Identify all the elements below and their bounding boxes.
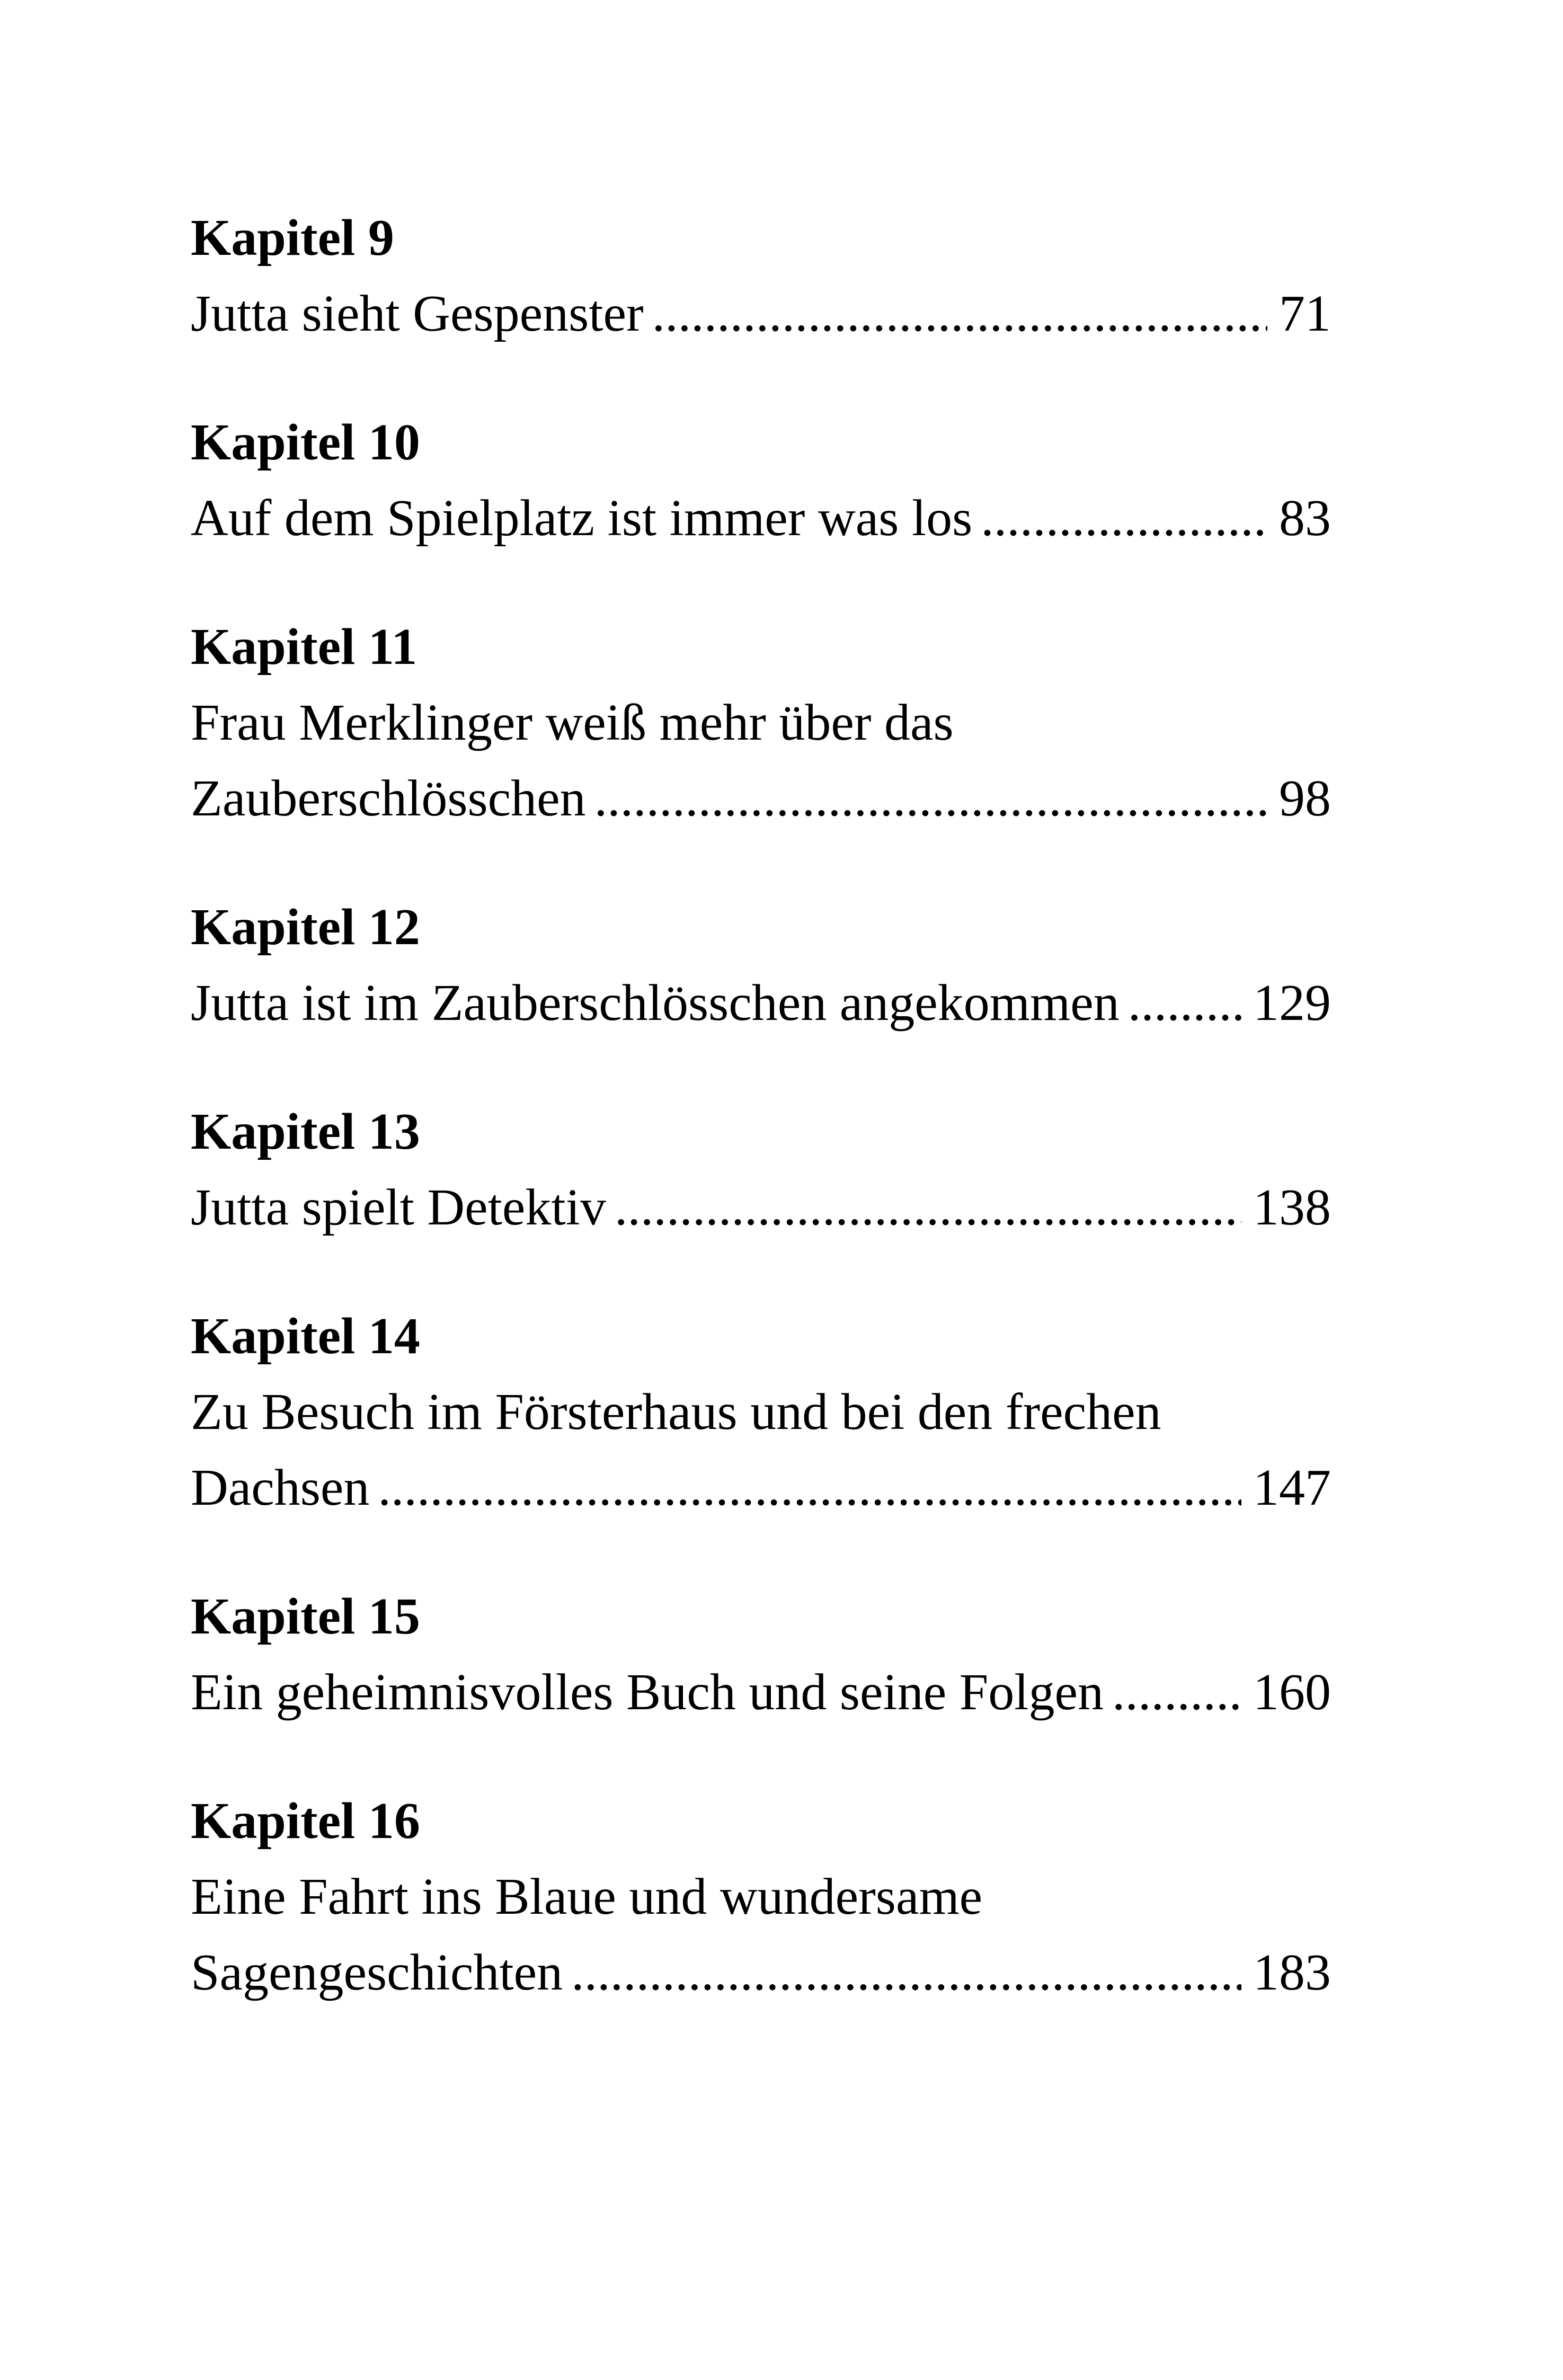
chapter-title-line: [191, 481, 1331, 556]
page-number: 138: [1253, 1179, 1331, 1236]
chapter-title: Jutta ist im Zauberschlösschen angekommen: [191, 974, 1120, 1032]
dot-leader: [594, 761, 1267, 837]
chapter-title: Ein geheimnisvolles Buch und seine Folgen: [191, 1664, 1104, 1721]
toc-entry-chapter-16: [191, 1783, 1331, 2011]
chapter-title-line: [191, 1935, 1331, 2011]
chapter-label: Kapitel 10: [191, 414, 420, 471]
dot-leader: [378, 1450, 1241, 1526]
chapter-title-line: [191, 1655, 1331, 1730]
dot-leader: [1112, 1655, 1241, 1730]
chapter-title: Dachsen: [191, 1459, 370, 1516]
toc-entry-chapter-9: [191, 200, 1331, 352]
chapter-title: Sagengeschichten: [191, 1944, 563, 2001]
toc-entry-chapter-15: [191, 1579, 1331, 1730]
chapter-label: Kapitel 11: [191, 618, 418, 676]
chapter-title: Jutta spielt Detektiv: [191, 1179, 606, 1236]
page-number: 98: [1279, 770, 1331, 827]
page-number: 129: [1253, 974, 1331, 1032]
chapter-label: Kapitel 13: [191, 1103, 420, 1160]
dot-leader: [981, 481, 1267, 556]
toc-entry-chapter-12: [191, 890, 1331, 1041]
page-number: 83: [1279, 490, 1331, 547]
chapter-title-first-line: Frau Merklinger weiß mehr über das: [191, 694, 954, 751]
page-number: 160: [1253, 1664, 1331, 1721]
toc-entry-chapter-11: [191, 609, 1331, 837]
toc-entry-chapter-13: [191, 1094, 1331, 1246]
chapter-label: Kapitel 14: [191, 1308, 420, 1365]
table-of-contents: [191, 200, 1331, 2064]
chapter-label: Kapitel 16: [191, 1792, 420, 1850]
dot-leader: [1128, 965, 1241, 1041]
chapter-title-first-line: Zu Besuch im Försterhaus und bei den frechen: [191, 1383, 1161, 1441]
chapter-title: Jutta sieht Gespenster: [191, 285, 644, 342]
chapter-label: Kapitel 15: [191, 1588, 420, 1645]
chapter-title-line: [191, 1170, 1331, 1246]
toc-entry-chapter-14: [191, 1299, 1331, 1526]
chapter-title-line: [191, 1450, 1331, 1526]
chapter-title-line: [191, 965, 1331, 1041]
chapter-title-line: [191, 276, 1331, 352]
dot-leader: [571, 1935, 1241, 2011]
page-number: 71: [1279, 285, 1331, 342]
chapter-label: Kapitel 9: [191, 209, 394, 267]
dot-leader: [652, 276, 1267, 352]
chapter-title: Zauberschlösschen: [191, 770, 586, 827]
page-number: 183: [1253, 1944, 1331, 2001]
dot-leader: [615, 1170, 1241, 1246]
chapter-title-line: [191, 761, 1331, 837]
chapter-title-first-line: Eine Fahrt ins Blaue und wundersame: [191, 1868, 983, 1925]
chapter-title: Auf dem Spielplatz ist immer was los: [191, 490, 973, 547]
page-number: 147: [1253, 1459, 1331, 1516]
chapter-label: Kapitel 12: [191, 899, 420, 956]
toc-entry-chapter-10: [191, 405, 1331, 556]
